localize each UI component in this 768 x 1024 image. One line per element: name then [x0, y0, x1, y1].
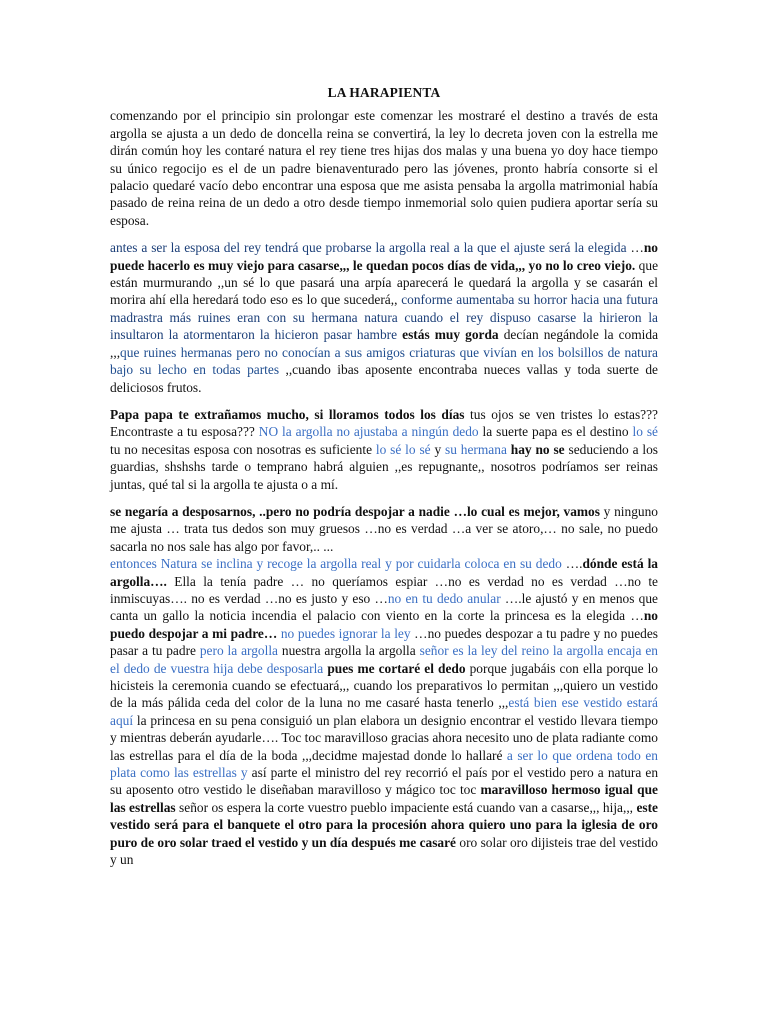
text-run: tu no necesitas esposa con nosotras es suficiente: [110, 441, 376, 457]
text-run: a ser lo que ordena todo en plata como las estrellas y: [110, 747, 658, 781]
paragraph: [110, 406, 658, 493]
text-run: Ella la tenía padre … no queríamos espiar …no es verdad no es verdad …no te inmiscuyas…. no es verdad …no es justo y eso …: [110, 573, 658, 606]
text-run: que ruines hermanas pero no conocían a sus amigos criaturas que vivían en los bolsillos de natura bajo su lecho en todas partes: [110, 344, 658, 378]
text-run: pues me cortaré el dedo: [323, 660, 466, 676]
text-run: lo sé: [632, 424, 658, 440]
document-body: [110, 107, 658, 868]
text-run: entonces Natura se inclina y recoge la argolla real y por cuidarla coloca en su dedo: [110, 556, 562, 572]
text-run: ….le ajustó y en menos que canta un gallo la noticia incendia el palacio con viento en la corte la princesa es la elegida …: [110, 590, 658, 624]
text-run: señor os espera la corte vuestro pueblo impaciente está cuando van a casarse,,, hija,,,: [175, 799, 637, 815]
paragraph: [110, 503, 658, 869]
text-run: conforme aumentaba su horror hacia una futura madrastra más ruines eran con su hermana natura cuando el rey dispuso casarse la hirieron la insultaron la atormentaron la hicieron pasar hambre: [110, 292, 659, 343]
document-page: [110, 84, 658, 878]
text-run: no puedes ignorar la ley: [277, 625, 411, 641]
text-run: que están murmurando ,,un sé lo que pasará una arpía aparecerá le quedará la argolla y se casarán el morira ahí ella heredará todo eso es lo que sucederá,,: [110, 257, 659, 308]
text-run: no en tu dedo anular: [387, 590, 501, 606]
text-run: este vestido será para el banquete el otro para la procesión ahora quiero uno para la iglesia de oro puro de oro solar traed el vestido y un día después me casaré: [110, 799, 658, 850]
text-run: porque jugabáis con ella porque lo hicisteis la ceremonia cuando se efectuará,,, cuando los preparativos lo permitan ,,,quiero un vestido de la más pálida ceda del color de la luna no me casaré hasta tenerlo ,,,: [110, 660, 658, 711]
text-run: la suerte papa es el destino: [478, 424, 633, 440]
text-run: Papa papa te extrañamos mucho, si lloramos todos los días: [110, 406, 465, 422]
text-run: así parte el ministro del rey recorrió el país por el vestido pero a natura en su aposento otro vestido le diseñaban maravilloso y mágico toc toc: [110, 765, 659, 798]
paragraph: [110, 239, 658, 396]
text-run: ….: [561, 556, 583, 572]
text-run: y: [430, 441, 446, 457]
text-run: pero la argolla: [199, 643, 279, 659]
paragraph: [110, 107, 658, 229]
document-title: LA HARAPIENTA: [327, 85, 441, 100]
text-run: …no puedes despozar a tu padre y no puedes pasar a tu padre: [110, 625, 658, 659]
text-run: su hermana: [445, 441, 507, 457]
text-run: seduciendo a los guardias, shshshs tarde o temprano habrá alguien ,,es repugnante,, nosotros podríamos ser reinas juntas, qué tal si la argolla te ajusta o a mí.: [110, 441, 659, 492]
text-run: se negaría a desposarnos, ..pero no podría despojar a nadie …lo cual es mejor, vamos: [110, 503, 600, 519]
text-run: …: [630, 240, 644, 256]
text-run: nuestra argolla la argolla: [278, 643, 420, 659]
text-run: señor es la ley del reino la argolla encaja en el dedo de vuestra hija debe desposarla: [110, 643, 658, 676]
text-run: no puedo despojar a mi padre…: [110, 608, 658, 641]
text-run: está bien ese vestido estará aquí: [110, 695, 658, 728]
text-run: oro solar oro dijisteis trae del vestido y un: [110, 834, 658, 868]
text-run: maravilloso hermoso igual que las estrellas: [110, 782, 658, 815]
text-run: y ninguno me ajusta … trata tus dedos son muy gruesos …no es verdad …a ver se atoro,… no sale, no puedo sacarla no nos sale has algo por favor,.. ...: [110, 503, 658, 554]
text-run: no puede hacerlo es muy viejo para casarse,,, le quedan pocos días de vida,,, yo no lo creo viejo.: [110, 240, 658, 273]
text-run: decían negándole la comida ,,,: [110, 327, 659, 360]
text-run: tus ojos se ven tristes lo estas??? Encontraste a tu esposa???: [110, 406, 658, 440]
text-run: hay no se: [506, 441, 565, 457]
text-run: la princesa en su pena consiguió un plan elabora un designio encontrar el vestido llevara tiempo y mientras deberán ayudarle…. Toc toc maravilloso gracias ahora necesito uno de plata radiante como las estrellas para el día de la boda ,,,decidme majestad donde lo hallaré: [110, 712, 658, 763]
text-run: estás muy gorda: [397, 327, 499, 343]
text-run: dónde está la argolla….: [110, 556, 659, 589]
text-run: antes a ser la esposa del rey tendrá que probarse la argolla real a la que el ajuste será la elegida: [110, 240, 631, 256]
text-run: ,,cuando ibas aposente encontraba nueces vallas y toda suerte de deliciosos frutos.: [110, 362, 658, 395]
text-run: lo sé lo sé: [375, 441, 431, 457]
text-run: comenzando por el principio sin prolongar este comenzar les mostraré el destino a través de esta argolla se ajusta a un dedo de doncella reina se convertirá, la ley lo decreta joven con la estrella me dirán común hoy les contaré natura el rey tiene tres hijas dos malas y una buena yo doy hace tiempo su único regocijo es el de un padre bienaventurado pero las jóvenes, pronto habría consorte si el palacio quedaré vacío debo encontrar una esposa que me asista pensaba la argolla matrimonial había pasado de reina reina de un dedo a otro desde tiempo inmemorial solo quien pudiera aportar sería su esposa.: [110, 108, 658, 228]
text-run: NO la argolla no ajustaba a ningún dedo: [258, 424, 479, 440]
